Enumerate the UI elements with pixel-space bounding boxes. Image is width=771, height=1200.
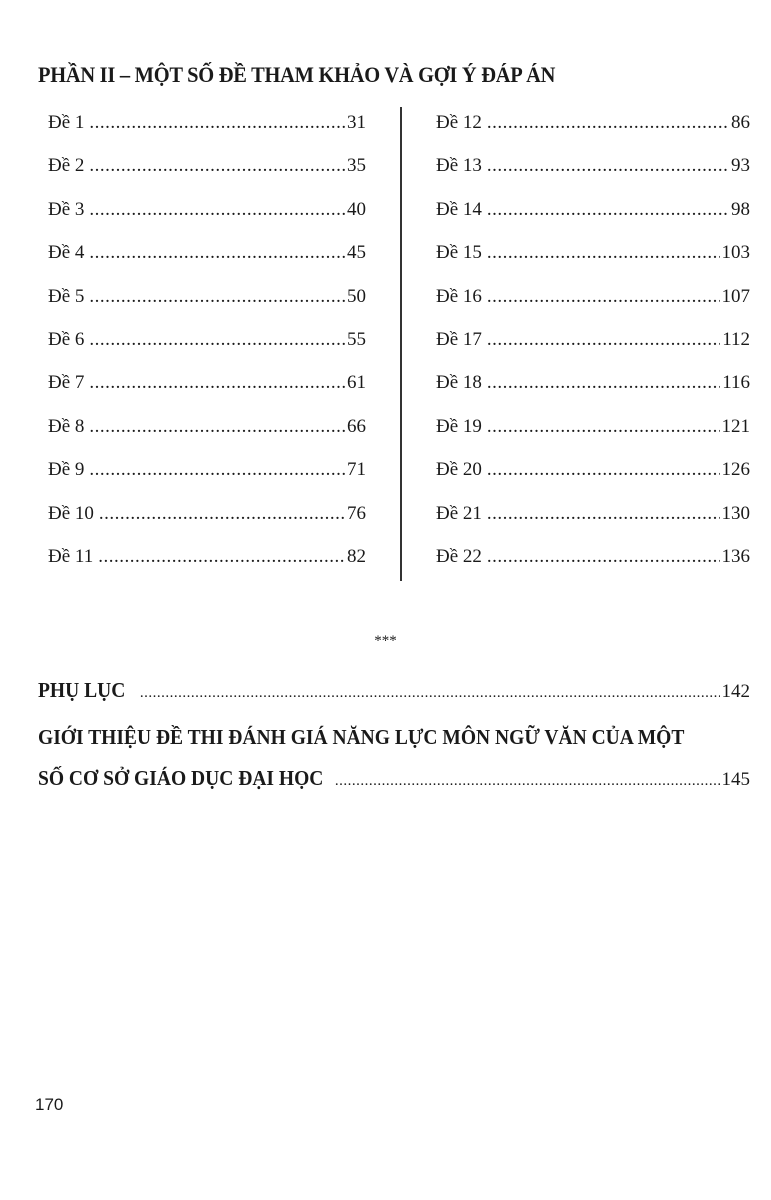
toc-entry[interactable]: [436, 286, 750, 329]
entry-page: 61: [347, 372, 366, 394]
dot-leader: [487, 503, 720, 525]
toc-entry[interactable]: [48, 503, 366, 546]
entry-label: Đề 7: [48, 372, 85, 394]
dot-leader: [487, 286, 720, 308]
toc-entry[interactable]: [48, 242, 366, 285]
dot-leader: [487, 199, 729, 221]
dot-leader: [487, 546, 720, 568]
entry-page: 103: [721, 242, 750, 264]
toc-entry[interactable]: [436, 546, 750, 589]
entry-page: 126: [721, 459, 750, 481]
entry-label: Đề 5: [48, 285, 85, 307]
entry-label: Đề 6: [48, 328, 85, 350]
entry-page: 93: [731, 155, 750, 177]
entry-label: Đề 8: [48, 415, 85, 437]
entry-page: 142: [721, 681, 750, 702]
dot-leader: [89, 112, 345, 134]
page-number: 170: [35, 1095, 64, 1114]
entry-label: Đề 20: [436, 459, 482, 481]
entry-page: 86: [731, 112, 750, 133]
toc-entry[interactable]: [48, 112, 366, 155]
toc-entry[interactable]: [436, 112, 750, 155]
entry-label: Đề 2: [48, 155, 85, 177]
toc-entry[interactable]: [48, 199, 366, 242]
entry-label: Đề 3: [48, 198, 85, 220]
dot-leader: [98, 546, 345, 568]
entry-label: Đề 22: [436, 545, 482, 567]
toc-entry[interactable]: [436, 503, 750, 546]
column-divider: [400, 107, 402, 581]
entry-page: 107: [721, 285, 750, 307]
toc-entry[interactable]: [436, 199, 750, 242]
entry-label: Đề 18: [436, 372, 482, 394]
dot-leader: [487, 155, 729, 177]
section-separator: ***: [374, 633, 397, 649]
entry-page: 45: [347, 242, 366, 264]
dot-leader: [140, 685, 720, 702]
entry-label: Đề 9: [48, 459, 85, 481]
entry-page: 121: [721, 415, 750, 437]
entry-label: PHỤ LỤC: [38, 678, 126, 702]
entry-page: 145: [721, 769, 750, 790]
dot-leader: [89, 199, 345, 221]
toc-entry[interactable]: [436, 155, 750, 198]
entry-page: 71: [347, 459, 366, 481]
toc-entry[interactable]: [48, 372, 366, 415]
toc-entry[interactable]: [436, 416, 750, 459]
dot-leader: [89, 286, 345, 308]
entry-label: Đề 15: [436, 242, 482, 264]
dot-leader: [99, 503, 345, 525]
entry-page: 66: [347, 415, 366, 437]
toc-entry[interactable]: [48, 459, 366, 502]
entry-page: 50: [347, 285, 366, 307]
toc-entry[interactable]: [436, 372, 750, 415]
entry-label: Đề 17: [436, 328, 482, 350]
entry-page: 116: [722, 372, 750, 394]
entry-page: 40: [347, 198, 366, 220]
dot-leader: [89, 459, 345, 481]
dot-leader: [89, 242, 345, 264]
toc-entry[interactable]: [436, 329, 750, 372]
entry-label: GIỚI THIỆU ĐỀ THI ĐÁNH GIÁ NĂNG LỰC MÔN NGỮ VĂN CỦA MỘT: [38, 725, 685, 749]
entry-page: 112: [722, 328, 750, 350]
dot-leader: [487, 329, 720, 351]
entry-page: 55: [347, 328, 366, 350]
toc-entry[interactable]: [48, 546, 366, 589]
dot-leader: [487, 416, 720, 438]
toc-right-column: [436, 112, 750, 589]
entry-page: 76: [347, 502, 366, 524]
section-title: PHẦN II – MỘT SỐ ĐỀ THAM KHẢO VÀ GỢI Ý ĐÁP ÁN: [38, 62, 556, 87]
entry-page: 130: [721, 502, 750, 524]
entry-label: Đề 16: [436, 285, 482, 307]
entry-label: Đề 1: [48, 112, 85, 133]
entry-page: 31: [347, 112, 366, 133]
entry-label: Đề 13: [436, 155, 482, 177]
dot-leader: [89, 329, 345, 351]
dot-leader: [89, 155, 345, 177]
entry-label: Đề 4: [48, 242, 85, 264]
dot-leader: [487, 242, 720, 264]
dot-leader: [89, 416, 345, 438]
toc-entry[interactable]: [436, 459, 750, 502]
entry-page: 35: [347, 155, 366, 177]
toc-entry-intro-line1[interactable]: [38, 725, 750, 750]
entry-page: 98: [731, 198, 750, 220]
dot-leader: [89, 372, 345, 394]
entry-label: SỐ CƠ SỞ GIÁO DỤC ĐẠI HỌC: [38, 766, 324, 790]
dot-leader: [487, 372, 720, 394]
toc-entry[interactable]: [48, 286, 366, 329]
entry-label: Đề 12: [436, 112, 482, 133]
entry-page: 136: [721, 545, 750, 567]
entry-label: Đề 10: [48, 502, 94, 524]
toc-left-column: [48, 112, 366, 589]
toc-entry[interactable]: [436, 242, 750, 285]
entry-page: 82: [347, 545, 366, 567]
entry-label: Đề 19: [436, 415, 482, 437]
toc-entry-intro-line2[interactable]: [38, 766, 750, 791]
toc-entry[interactable]: [48, 416, 366, 459]
dot-leader: [487, 112, 729, 134]
entry-label: Đề 14: [436, 198, 482, 220]
toc-entry[interactable]: [48, 155, 366, 198]
dot-leader: [335, 773, 720, 790]
dot-leader: [487, 459, 720, 481]
entry-label: Đề 11: [48, 545, 94, 567]
entry-label: Đề 21: [436, 502, 482, 524]
toc-entry[interactable]: [48, 329, 366, 372]
toc-entry-appendix[interactable]: [38, 678, 750, 703]
